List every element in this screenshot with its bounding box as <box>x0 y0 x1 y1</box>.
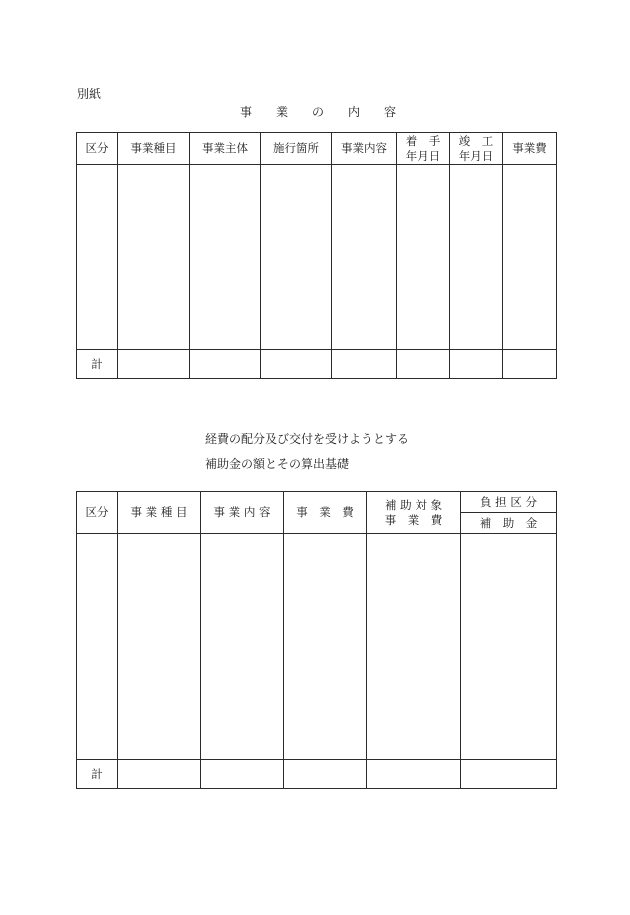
total-business-type[interactable] <box>118 760 201 789</box>
total-start-date[interactable] <box>397 350 450 379</box>
cell-business-type[interactable] <box>118 165 190 350</box>
section2-title-line2: 補助金の額とその算出基礎 <box>205 457 350 471</box>
cell-business-cost[interactable] <box>284 534 367 760</box>
header-business-cost: 事業費 <box>503 133 557 165</box>
cell-subsidy[interactable] <box>461 534 557 760</box>
cell-category[interactable] <box>77 534 118 760</box>
expense-allocation-table <box>76 491 557 789</box>
header-construction-site: 施行箇所 <box>261 133 332 165</box>
cell-business-type[interactable] <box>118 534 201 760</box>
total-subsidy[interactable] <box>461 760 557 789</box>
header-burden-group: 負 担 区 分 <box>461 492 557 513</box>
total-construction-site[interactable] <box>261 350 332 379</box>
total-business-cost[interactable] <box>503 350 557 379</box>
table1-entry-row <box>77 165 557 350</box>
total-subsidy-target-cost[interactable] <box>367 760 461 789</box>
total-business-content[interactable] <box>332 350 397 379</box>
cell-start-date[interactable] <box>397 165 450 350</box>
header-business-type: 事 業 種 目 <box>118 492 201 534</box>
header-business-type: 事業種目 <box>118 133 190 165</box>
cell-business-entity[interactable] <box>190 165 261 350</box>
header-category: 区分 <box>77 133 118 165</box>
cell-business-content[interactable] <box>201 534 284 760</box>
table2-total-row <box>77 760 557 789</box>
header-business-content: 事 業 内 容 <box>201 492 284 534</box>
total-business-cost[interactable] <box>284 760 367 789</box>
cell-business-cost[interactable] <box>503 165 557 350</box>
header-start-date: 着 手 年月日 <box>397 133 450 165</box>
document-title: 事 業 の 内 容 <box>240 105 397 119</box>
table2-header-row <box>77 492 557 513</box>
total-label: 計 <box>77 760 118 789</box>
total-label: 計 <box>77 350 118 379</box>
cell-construction-site[interactable] <box>261 165 332 350</box>
total-completion-date[interactable] <box>450 350 503 379</box>
table1-header-row <box>77 133 557 165</box>
header-business-entity: 事業主体 <box>190 133 261 165</box>
cell-category[interactable] <box>77 165 118 350</box>
header-subsidy-target-cost: 補 助 対 象 事 業 費 <box>367 492 461 534</box>
section2-title-line1: 経費の配分及び交付を受けようとする <box>205 432 410 446</box>
table1-total-row <box>77 350 557 379</box>
header-completion-date: 竣 工 年月日 <box>450 133 503 165</box>
header-subsidy: 補 助 金 <box>461 513 557 534</box>
header-business-cost: 事 業 費 <box>284 492 367 534</box>
business-content-table <box>76 132 557 379</box>
header-category: 区分 <box>77 492 118 534</box>
total-business-content[interactable] <box>201 760 284 789</box>
table2-entry-row <box>77 534 557 760</box>
header-business-content: 事業内容 <box>332 133 397 165</box>
cell-subsidy-target-cost[interactable] <box>367 534 461 760</box>
cell-business-content[interactable] <box>332 165 397 350</box>
total-business-type[interactable] <box>118 350 190 379</box>
total-business-entity[interactable] <box>190 350 261 379</box>
attachment-label: 別紙 <box>77 87 102 101</box>
cell-completion-date[interactable] <box>450 165 503 350</box>
